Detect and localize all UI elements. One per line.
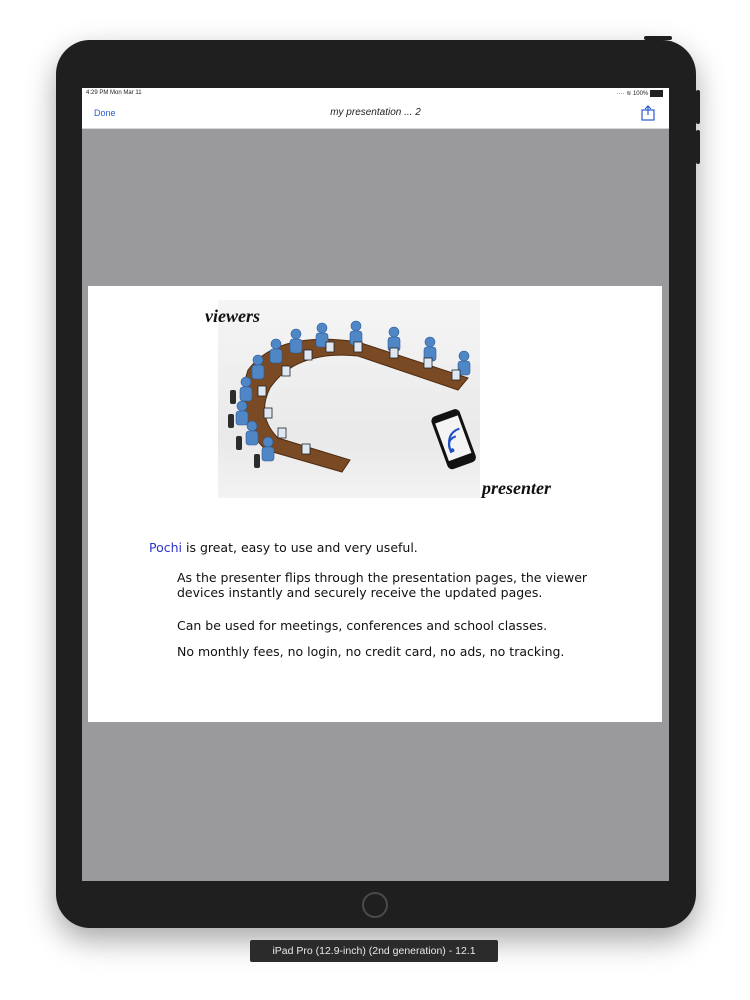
- slide-text-line-3: Can be used for meetings, conferences and school classes.: [177, 618, 548, 633]
- dots-icon: ····: [616, 91, 625, 98]
- line-1-rest: is great, easy to use and very useful.: [182, 540, 418, 555]
- device-caption: iPad Pro (12.9-inch) (2nd generation) - 12.1: [250, 940, 498, 962]
- slide-text-line-1: [149, 540, 418, 555]
- volume-button: [696, 90, 700, 124]
- wifi-icon: ≋: [626, 91, 632, 98]
- slide-text-line-2: As the presenter flips through the presentation pages, the viewer devices instantly and securely receive the updated pages.: [177, 570, 588, 600]
- volume-button: [696, 130, 700, 164]
- ipad-device-frame: [56, 40, 696, 928]
- presenter-label: presenter: [482, 478, 551, 498]
- screen: [82, 88, 669, 881]
- slide-text-line-4: No monthly fees, no login, no credit card, no ads, no tracking.: [177, 644, 565, 659]
- presentation-slide: [88, 286, 662, 722]
- battery-icon: [650, 90, 663, 97]
- status-time: 4:29 PM Mon Mar 11: [86, 90, 142, 96]
- battery-percent: 100%: [632, 91, 649, 98]
- done-button[interactable]: Done: [94, 108, 116, 118]
- status-bar: [82, 88, 669, 100]
- page-title: my presentation ... 2: [330, 107, 421, 118]
- navigation-bar: [82, 100, 669, 129]
- share-icon[interactable]: [641, 105, 655, 121]
- brand-name: Pochi: [149, 540, 183, 555]
- home-button[interactable]: [362, 892, 388, 918]
- status-right: [617, 90, 663, 97]
- conference-table-illustration: [218, 300, 480, 498]
- viewers-label: viewers: [205, 306, 260, 326]
- power-button: [644, 36, 672, 40]
